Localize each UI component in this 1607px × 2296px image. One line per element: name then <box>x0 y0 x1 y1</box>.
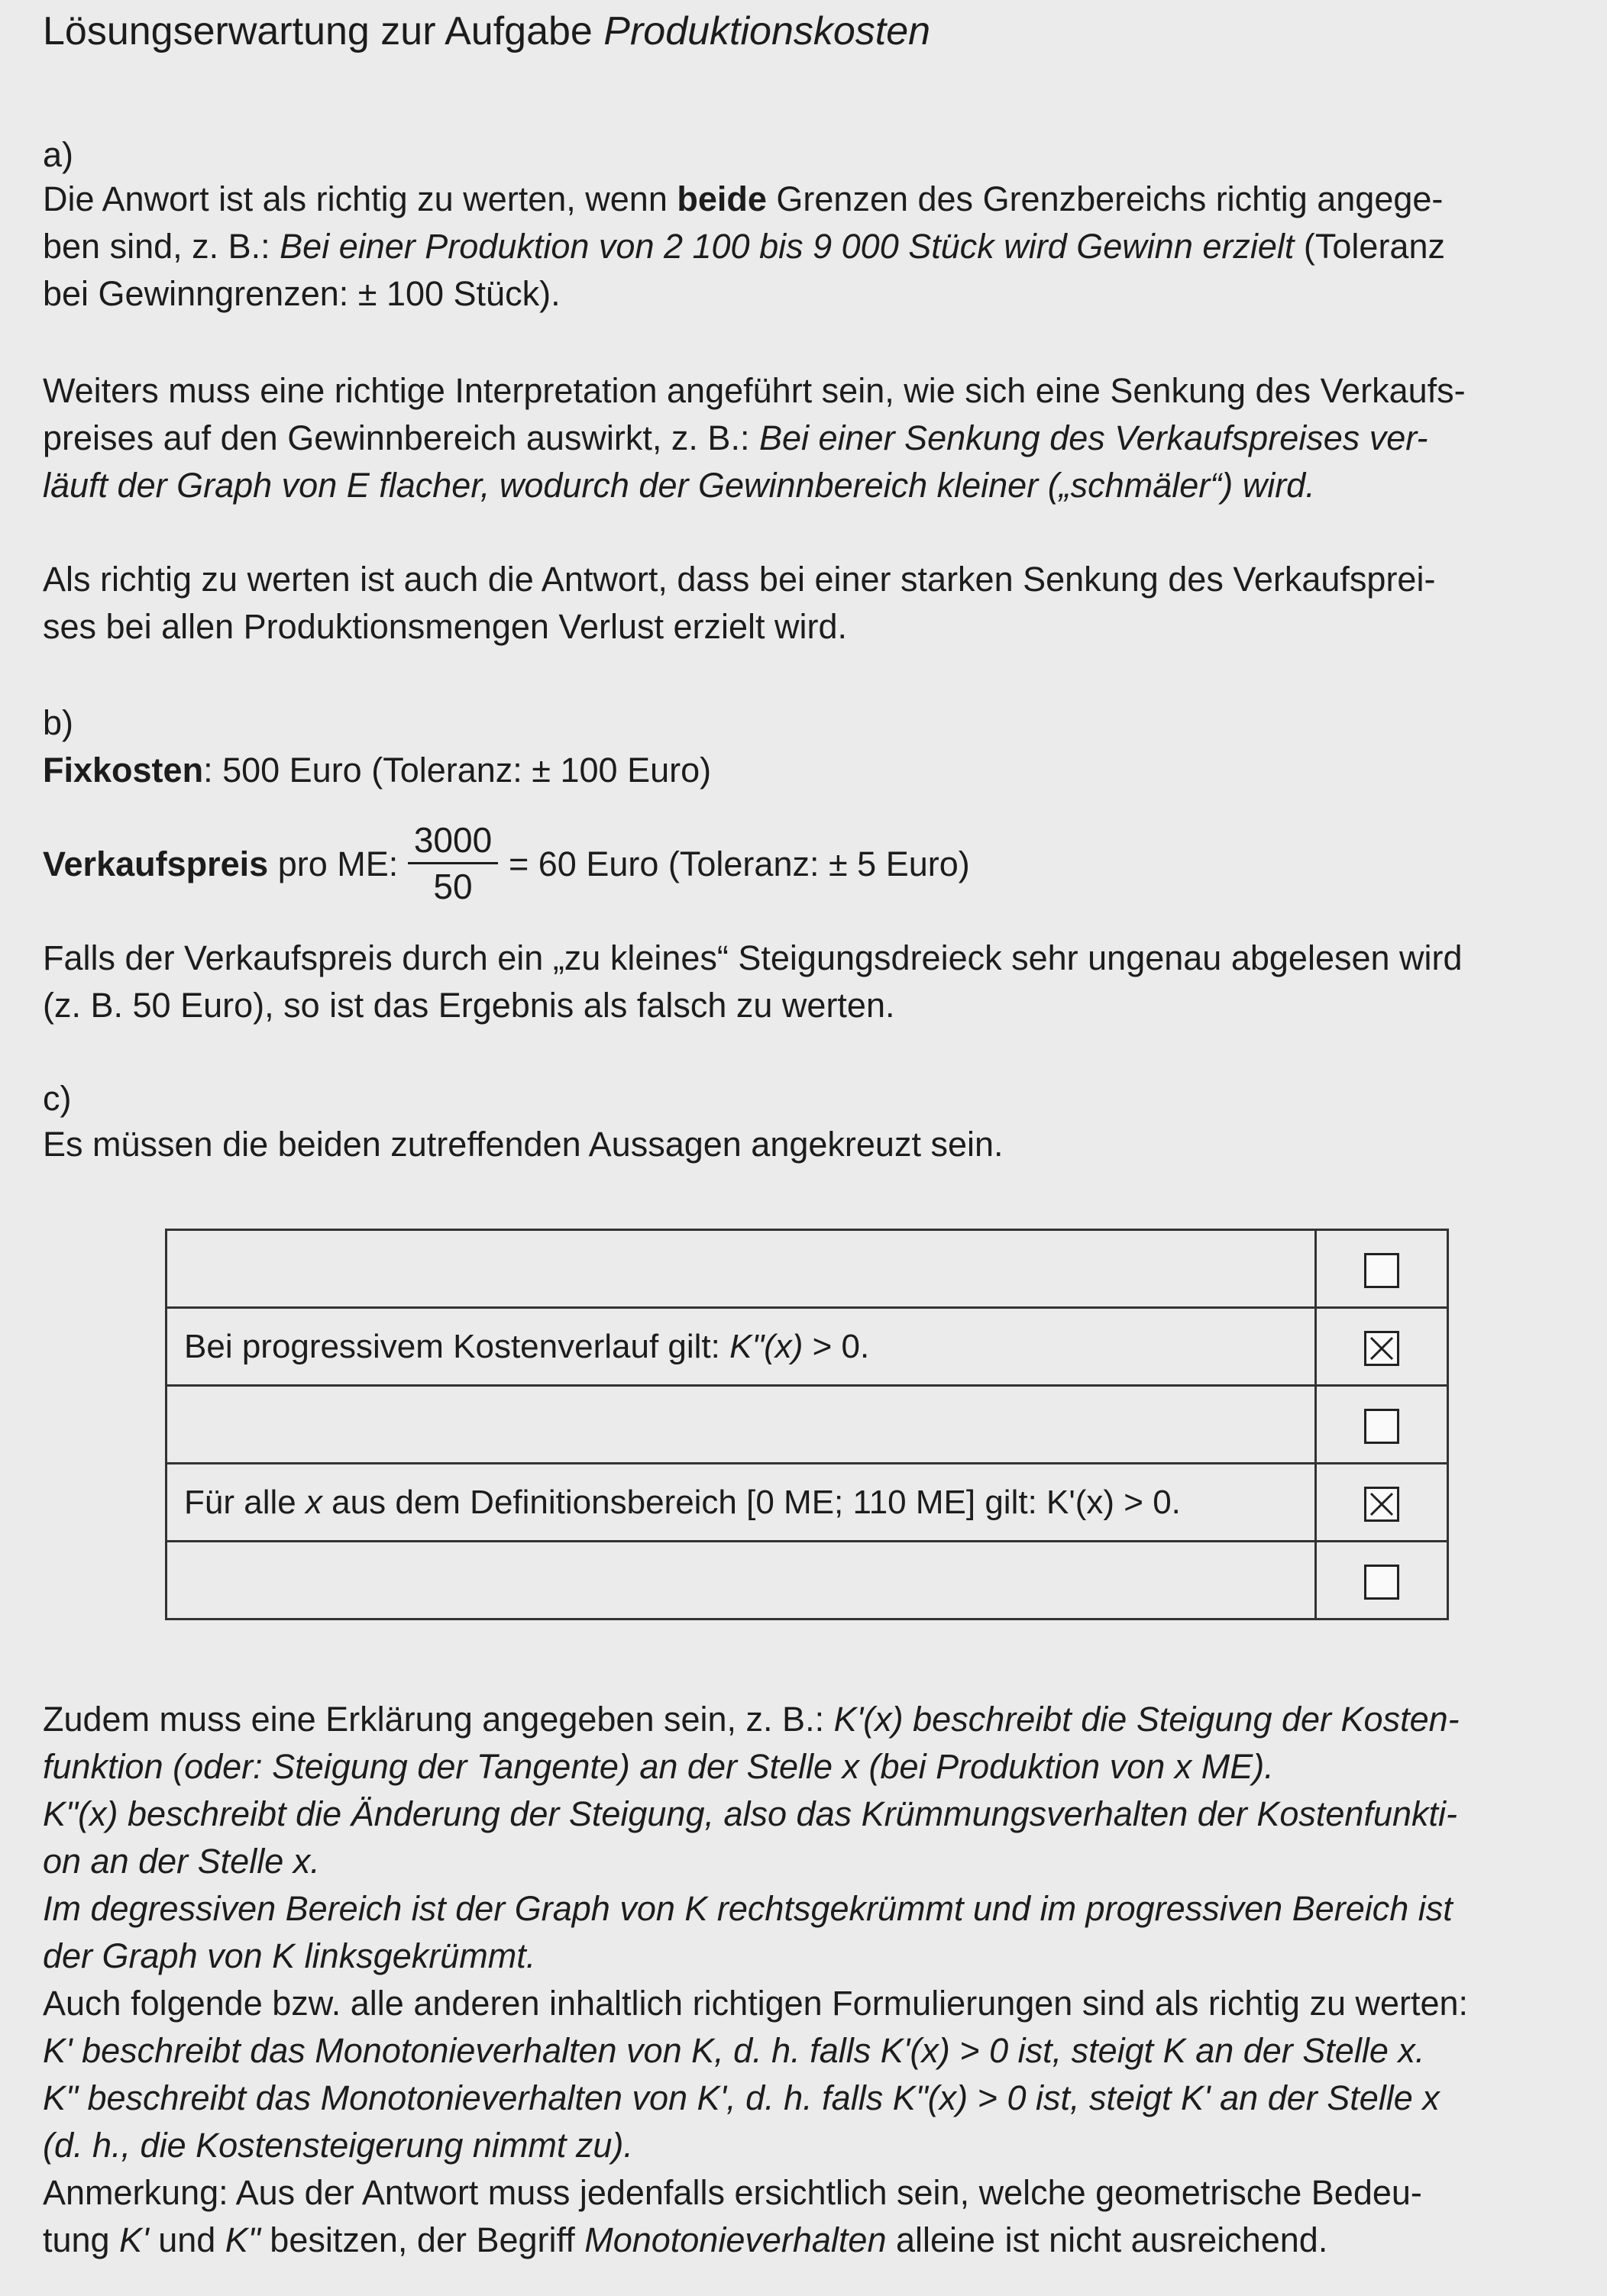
example-answer: Bei einer Senkung des Verkaufspreises ver- <box>758 418 1428 457</box>
option-statement <box>167 1386 1316 1464</box>
explanation-line: Zudem muss eine Erklärung angegeben sein, z. B.: K'(x) beschreibt die Steigung der Kosten- <box>43 1700 1460 1739</box>
explanation-line: der Graph von K linksgekrümmt. <box>43 1936 536 1975</box>
option-checkbox-cell <box>1316 1464 1448 1542</box>
x-mark-icon <box>1366 1489 1397 1519</box>
empty-checkbox[interactable] <box>1364 1253 1399 1288</box>
option-row <box>167 1308 1448 1386</box>
price-fraction <box>408 819 498 907</box>
price-result: = 60 Euro (Toleranz: ± 5 Euro) <box>509 844 970 883</box>
checked-checkbox[interactable] <box>1364 1487 1399 1522</box>
section-a-line: bei Gewinngrenzen: ± 100 Stück). <box>43 274 561 313</box>
explanation-line: K"(x) beschreibt die Änderung der Steigung, also das Krümmungsverhalten der Kostenfunkti- <box>43 1794 1457 1833</box>
section-b-label: b) <box>43 703 74 742</box>
fraction-numerator: 3000 <box>408 819 498 864</box>
option-checkbox-cell <box>1316 1542 1448 1619</box>
option-statement <box>167 1230 1316 1308</box>
emphasis-beide: beide <box>677 179 767 218</box>
section-a-line: Die Anwort ist als richtig zu werten, wenn beide Grenzen des Grenzbereichs richtig angege- <box>43 179 1444 218</box>
empty-checkbox[interactable] <box>1364 1409 1399 1444</box>
section-c-label: c) <box>43 1079 72 1118</box>
option-statement: Bei progressivem Kostenverlauf gilt: K"(x) > 0. <box>167 1308 1316 1386</box>
option-checkbox-cell <box>1316 1230 1448 1308</box>
explanation-line: funktion (oder: Steigung der Tangente) an der Stelle x (bei Produktion von x ME). <box>43 1747 1274 1786</box>
fraction-denominator: 50 <box>433 867 473 906</box>
explanation-line: K' beschreibt das Monotonieverhalten von K, d. h. falls K'(x) > 0 ist, steigt K an der Stelle x. <box>43 2031 1425 2070</box>
section-a-label: a) <box>43 135 74 174</box>
section-a-line: ben sind, z. B.: Bei einer Produktion von 2 100 bis 9 000 Stück wird Gewinn erzielt (Toleranz <box>43 227 1445 266</box>
option-row <box>167 1386 1448 1464</box>
section-b-note: (z. B. 50 Euro), so ist das Ergebnis als falsch zu werten. <box>43 986 895 1025</box>
option-statement: Für alle x aus dem Definitionsbereich [0 ME; 110 ME] gilt: K'(x) > 0. <box>167 1464 1316 1542</box>
fixkosten-line: Fixkosten: 500 Euro (Toleranz: ± 100 Euro) <box>43 751 712 790</box>
section-a-line: läuft der Graph von E flacher, wodurch der Gewinnbereich kleiner („schmäler“) wird. <box>43 466 1315 505</box>
section-c-intro: Es müssen die beiden zutreffenden Aussagen angekreuzt sein. <box>43 1125 1004 1164</box>
option-row <box>167 1542 1448 1619</box>
option-row <box>167 1230 1448 1308</box>
section-a-line: Als richtig zu werten ist auch die Antwort, dass bei einer starken Senkung des Verkaufsprei- <box>43 560 1436 599</box>
section-b-note: Falls der Verkaufspreis durch ein „zu kleines“ Steigungsdreieck sehr ungenau abgelesen wird <box>43 938 1463 977</box>
explanation-line: K" beschreibt das Monotonieverhalten von K', d. h. falls K"(x) > 0 ist, steigt K' an der Stelle x <box>43 2078 1440 2117</box>
x-mark-icon <box>1366 1333 1397 1364</box>
explanation-line: Im degressiven Bereich ist der Graph von K rechtsgekrümmt und im progressiven Bereich ist <box>43 1889 1453 1928</box>
explanation-line: Auch folgende bzw. alle anderen inhaltlich richtigen Formulierungen sind als richtig zu werten: <box>43 1984 1469 2023</box>
option-checkbox-cell <box>1316 1386 1448 1464</box>
option-statement <box>167 1542 1316 1619</box>
empty-checkbox[interactable] <box>1364 1565 1399 1600</box>
explanation-line: (d. h., die Kostensteigerung nimmt zu). <box>43 2126 633 2165</box>
option-checkbox-cell <box>1316 1308 1448 1386</box>
checked-checkbox[interactable] <box>1364 1331 1399 1366</box>
section-a-line: ses bei allen Produktionsmengen Verlust erzielt wird. <box>43 607 848 646</box>
page-title: Lösungserwartung zur Aufgabe Produktionskosten <box>43 9 931 53</box>
remark-line: tung K' und K" besitzen, der Begriff Monotonieverhalten alleine ist nicht ausreichend. <box>43 2220 1328 2259</box>
explanation-line: on an der Stelle x. <box>43 1842 320 1881</box>
section-a-line: Weiters muss eine richtige Interpretation angeführt sein, wie sich eine Senkung des Verkaufs- <box>43 371 1466 410</box>
option-row <box>167 1464 1448 1542</box>
verkaufspreis-line: Verkaufspreis pro ME: <box>43 844 399 883</box>
remark-line: Anmerkung: Aus der Antwort muss jedenfalls ersichtlich sein, welche geometrische Bedeu- <box>43 2173 1422 2212</box>
title-topic: Produktionskosten <box>603 9 931 53</box>
section-a-line: preises auf den Gewinnbereich auswirkt, z. B.: Bei einer Senkung des Verkaufspreises ver- <box>43 418 1428 457</box>
multiple-choice-table <box>165 1229 1449 1620</box>
example-answer: Bei einer Produktion von 2 100 bis 9 000 Stück wird Gewinn erzielt <box>280 227 1295 266</box>
